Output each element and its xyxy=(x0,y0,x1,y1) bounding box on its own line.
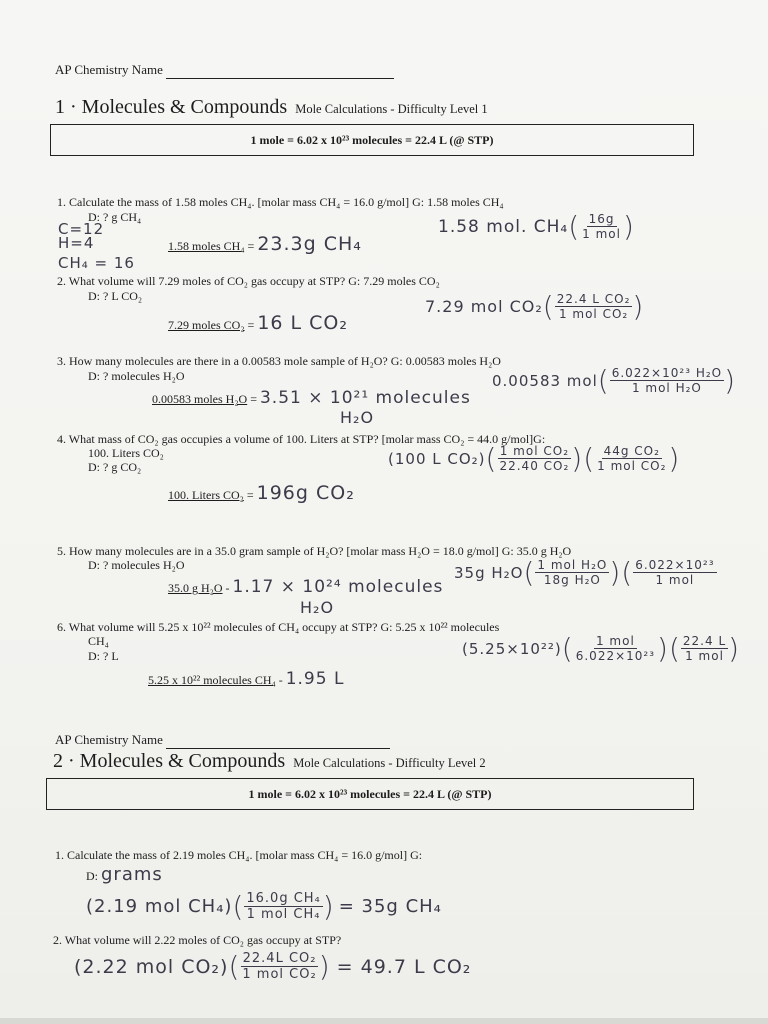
mole-conversion-box: 1 mole = 6.02 x 10²³ molecules = 22.4 L (@ STP) xyxy=(46,778,694,810)
worksheet-1-heading xyxy=(55,96,488,119)
conversion-fraction-1: $\frac{\text{1 mol H₂O}}{\text{18g H₂O}}$ xyxy=(537,558,608,587)
work-start: 35g H₂O xyxy=(454,563,524,582)
work-start: 7.29 mol CO₂ xyxy=(425,297,543,316)
given-value: 0.00583 moles H₂O xyxy=(152,392,248,406)
handwritten-answer: 23.3g CH₄ xyxy=(257,233,362,255)
worksheet-title: 1 · Molecules & Compounds xyxy=(55,96,288,118)
given-value: 100. Liters CO₂ xyxy=(168,488,244,502)
worksheet-subtitle: Mole Calculations - Difficulty Level 2 xyxy=(293,756,486,770)
question-2-answer-line: 7.29 moles CO₂ = 16 L CO₂ xyxy=(168,312,348,334)
given-value: 1.58 moles CH₄ xyxy=(168,239,245,253)
question-3-work: 0.00583 mol ( $\frac{\text{6.022×10²³ H₂O}}{\text{1 mol H₂O}}$ ) xyxy=(492,364,737,397)
question-3-find: D: ? molecules H₂O xyxy=(88,369,185,383)
conversion-fraction: $\frac{\text{22.4L CO₂}}{\text{1 mol CO₂}}$ xyxy=(242,951,317,982)
conversion-fraction-2: $\frac{\text{6.022×10²³}}{\text{1 mol}}$ xyxy=(635,558,715,587)
conversion-fraction: $\frac{\text{16.0g CH₄}}{\text{1 mol CH₄}}$ xyxy=(246,891,321,922)
conversion-fraction-1: $\frac{\text{1 mol CO₂}}{\text{22.40 CO₂}}$ xyxy=(499,444,570,473)
handwritten-find: grams xyxy=(101,864,163,885)
question-1-notes xyxy=(58,222,135,270)
note-hydrogen: H=4 xyxy=(58,234,95,252)
ws2-question-2-work: (2.22 mol CO₂) ( $\frac{\text{22.4L CO₂}}{\text{1 mol CO₂}}$ ) = 49.7 L CO₂ xyxy=(74,950,472,983)
given-value: 35.0 g H₂O xyxy=(168,581,223,595)
work-start: (2.19 mol CH₄) xyxy=(86,896,233,917)
worksheet-title: 2 · Molecules & Compounds xyxy=(53,750,286,772)
question-6-answer-line: 5.25 x 10²² molecules CH₄ - 1.95 L xyxy=(148,669,345,689)
question-3-answer-line: 0.00583 moles H₂O = 3.51 × 10²¹ molecules xyxy=(152,388,471,408)
handwritten-answer: 3.51 × 10²¹ molecules xyxy=(259,388,471,408)
name-blank xyxy=(166,62,394,79)
ws2-question-1-find xyxy=(86,864,163,885)
question-1-text: 1. Calculate the mass of 1.58 moles CH₄. [molar mass CH₄ = 16.0 g/mol] G: 1.58 moles CH₄ xyxy=(57,195,504,209)
question-1-work: 1.58 mol. CH₄ ( $\frac{16g}{\text{1 mol}}$ ) xyxy=(438,210,635,243)
work-start: 0.00583 mol xyxy=(492,371,598,390)
question-1-answer-line: 1.58 moles CH₄ = 23.3g CH₄ xyxy=(168,233,362,255)
worksheet-subtitle: Mole Calculations - Difficulty Level 1 xyxy=(295,102,488,116)
course-label: AP Chemistry Name xyxy=(55,732,163,747)
question-4-answer-line: 100. Liters CO₂ = 196g CO₂ xyxy=(168,482,355,504)
question-2-text: 2. What volume will 7.29 moles of CO₂ gas occupy at STP? G: 7.29 moles CO₂ xyxy=(57,274,440,288)
question-6-given: CH₄ xyxy=(88,634,109,648)
handwritten-answer: = 35g CH₄ xyxy=(338,896,442,917)
question-4-given: 100. Liters CO₂ xyxy=(88,446,164,460)
question-5-text: 5. How many molecules are in a 35.0 gram sample of H₂O? [molar mass H₂O = 18.0 g/mol] G: 35.0 g H₂O xyxy=(57,544,572,558)
find-label: D: xyxy=(86,869,98,883)
handwritten-answer: 1.95 L xyxy=(285,669,345,689)
question-3-text: 3. How many molecules are there in a 0.00583 mole sample of H₂O? G: 0.00583 moles H₂O xyxy=(57,354,501,368)
mole-conversion-box: 1 mole = 6.02 x 10²³ molecules = 22.4 L (@ STP) xyxy=(50,124,694,156)
conversion-fraction-1: $\frac{\text{1 mol}}{\text{6.022×10²³}}$ xyxy=(575,634,656,663)
course-label: AP Chemistry Name xyxy=(55,62,163,77)
conversion-fraction: $\frac{16g}{\text{1 mol}}$ xyxy=(582,212,621,241)
name-field-2 xyxy=(55,732,390,749)
question-5-work: 35g H₂O ( $\frac{\text{1 mol H₂O}}{\text{18g H₂O}}$ )( $\frac{\text{6.022×10²³}}{\text{1 mol}}$ xyxy=(454,556,715,589)
work-start: (2.22 mol CO₂) xyxy=(74,955,229,978)
handwritten-answer: 196g CO₂ xyxy=(256,482,355,504)
conversion-fraction-2: $\frac{\text{44g CO₂}}{\text{1 mol CO₂}}$ xyxy=(597,444,667,473)
work-start: 1.58 mol. CH₄ xyxy=(438,216,569,237)
given-value: 7.29 moles CO₂ xyxy=(168,318,245,332)
conversion-fraction: $\frac{\text{22.4 L CO₂}}{\text{1 mol CO₂}}$ xyxy=(556,292,631,321)
handwritten-answer-unit: H₂O xyxy=(340,408,375,427)
question-6-find: D: ? L xyxy=(88,649,119,663)
question-1-find: D: ? g CH₄ xyxy=(88,210,142,224)
handwritten-answer-unit: H₂O xyxy=(300,598,335,617)
name-field-1 xyxy=(55,62,394,79)
ws2-question-1-text: 1. Calculate the mass of 2.19 moles CH₄. [molar mass CH₄ = 16.0 g/mol] G: xyxy=(55,848,423,862)
question-2-find: D: ? L CO₂ xyxy=(88,289,143,303)
work-start: (100 L CO₂) xyxy=(388,449,486,468)
question-6-text: 6. What volume will 5.25 x 10²² molecules of CH₄ occupy at STP? G: 5.25 x 10²² molecules xyxy=(57,620,500,634)
note-carbon: C=12 xyxy=(58,220,105,238)
handwritten-answer: 1.17 × 10²⁴ molecules xyxy=(232,577,444,597)
ws2-question-1-work: (2.19 mol CH₄) ( $\frac{\text{16.0g CH₄}}{\text{1 mol CH₄}}$ ) = 35g CH₄ xyxy=(86,890,442,923)
worksheet-2-heading xyxy=(53,750,486,773)
ws2-question-2-text: 2. What volume will 2.22 moles of CO₂ gas occupy at STP? xyxy=(53,933,342,947)
note-ch4: CH₄ = 16 xyxy=(58,254,135,272)
question-6-work: (5.25×10²²) ( $\frac{\text{1 mol}}{\text{6.022×10²³}}$ )( $\frac{22.4 L}{\text{1 mol}}$ ) xyxy=(462,632,741,665)
question-2-work: 7.29 mol CO₂ ( $\frac{\text{22.4 L CO₂}}{\text{1 mol CO₂}}$ ) xyxy=(425,290,645,323)
work-start: (5.25×10²²) xyxy=(462,639,562,658)
question-4-text: 4. What mass of CO₂ gas occupies a volume of 100. Liters at STP? [molar mass CO₂ = 44.0 g/mol]G: xyxy=(57,432,546,446)
question-4-find: D: ? g CO₂ xyxy=(88,460,142,474)
question-5-find: D: ? molecules H₂O xyxy=(88,558,185,572)
conversion-fraction: $\frac{\text{6.022×10²³ H₂O}}{\text{1 mol H₂O}}$ xyxy=(611,366,723,395)
question-5-answer-line: 35.0 g H₂O - 1.17 × 10²⁴ molecules xyxy=(168,577,444,597)
handwritten-answer: 16 L CO₂ xyxy=(257,312,348,334)
given-value: 5.25 x 10²² molecules CH₄ xyxy=(148,673,276,687)
name-blank xyxy=(166,732,390,749)
conversion-fraction-2: $\frac{22.4 L}{\text{1 mol}}$ xyxy=(682,634,727,663)
handwritten-answer: = 49.7 L CO₂ xyxy=(336,955,472,978)
page-bottom-edge xyxy=(0,1018,768,1024)
question-4-work: (100 L CO₂) ( $\frac{\text{1 mol CO₂}}{\text{22.40 CO₂}}$ )( $\frac{\text{44g CO₂}}{\text{1 mol CO₂}}$ ) xyxy=(388,442,681,475)
